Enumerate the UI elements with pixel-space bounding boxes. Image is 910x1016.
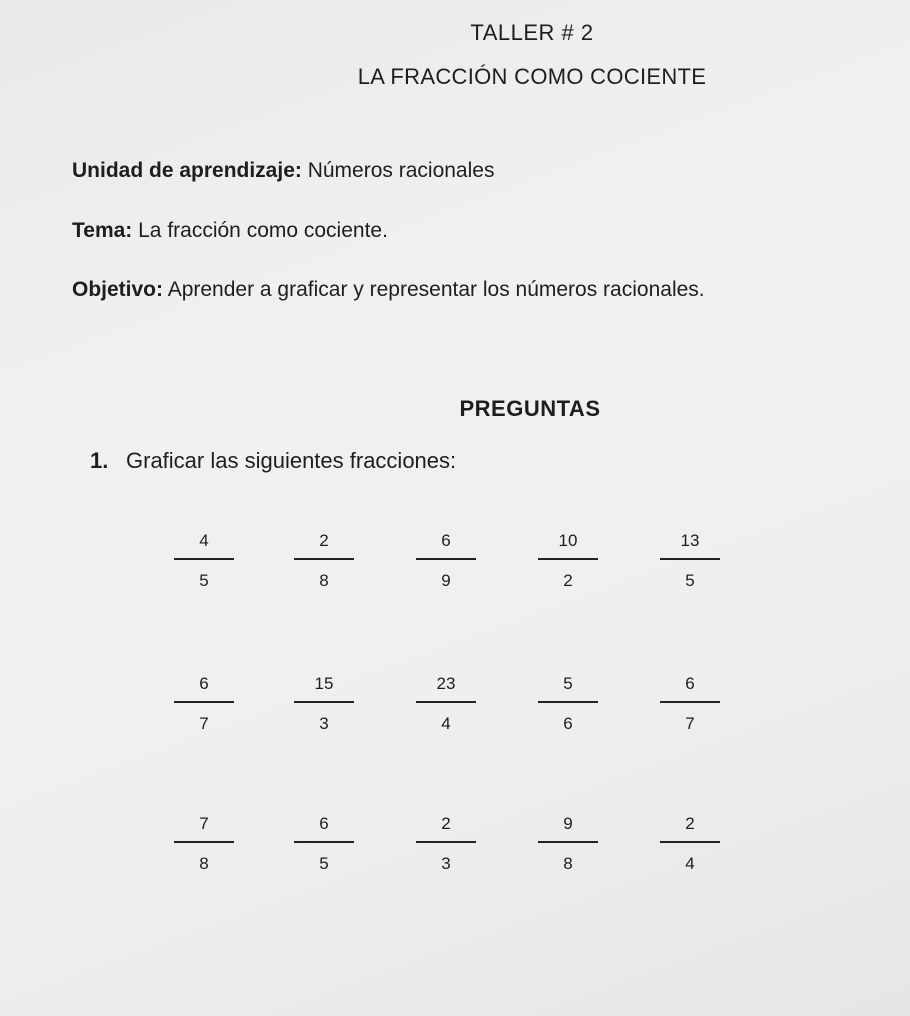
fraction-denominator: 8 xyxy=(199,854,209,873)
fraction-denominator: 3 xyxy=(441,854,451,873)
objective-value: Aprender a graficar y representar los números racionales. xyxy=(163,278,705,301)
fraction-denominator: 5 xyxy=(685,571,695,590)
fraction-bar xyxy=(174,841,234,843)
fraction-numerator: 9 xyxy=(563,814,573,833)
fraction-denominator: 9 xyxy=(441,571,451,590)
fraction xyxy=(536,673,600,735)
fraction-denominator: 7 xyxy=(199,714,209,733)
fraction-denominator: 3 xyxy=(319,714,329,733)
fraction-numerator: 2 xyxy=(319,531,329,550)
fraction-numerator: 6 xyxy=(685,674,695,693)
fraction xyxy=(536,530,600,592)
topic-line xyxy=(72,219,388,243)
fraction-denominator: 6 xyxy=(563,714,573,733)
fraction-bar xyxy=(294,701,354,703)
fraction-numerator: 15 xyxy=(314,674,334,693)
question-number: 1. xyxy=(90,448,109,473)
fraction-bar xyxy=(416,701,476,703)
topic-label: Tema: xyxy=(72,219,133,242)
fraction xyxy=(172,813,236,875)
fraction-bar xyxy=(416,558,476,560)
fraction xyxy=(658,673,722,735)
fraction xyxy=(172,530,236,592)
fraction-numerator: 2 xyxy=(441,814,451,833)
fraction xyxy=(414,530,478,592)
fraction xyxy=(658,813,722,875)
learning-unit-label: Unidad de aprendizaje: xyxy=(72,159,302,182)
fraction-bar xyxy=(174,701,234,703)
objective-label: Objetivo: xyxy=(72,278,164,301)
worksheet-title: TALLER # 2 xyxy=(470,20,594,45)
fraction xyxy=(414,673,478,735)
fraction-denominator: 5 xyxy=(199,571,209,590)
fraction xyxy=(658,530,722,592)
objective-line xyxy=(72,278,705,302)
fraction-bar xyxy=(660,701,720,703)
fraction xyxy=(536,813,600,875)
fraction-bar xyxy=(174,558,234,560)
fraction-denominator: 7 xyxy=(685,714,695,733)
fraction xyxy=(292,813,356,875)
fraction-bar xyxy=(660,558,720,560)
question-text: Graficar las siguientes fracciones: xyxy=(126,448,457,473)
fraction-bar xyxy=(538,841,598,843)
fraction-numerator: 6 xyxy=(441,531,451,550)
fraction-numerator: 2 xyxy=(685,814,695,833)
fraction-bar xyxy=(660,841,720,843)
fraction-denominator: 4 xyxy=(441,714,451,733)
fraction-bar xyxy=(538,558,598,560)
learning-unit-value: Números racionales xyxy=(301,159,495,182)
question-1 xyxy=(90,448,456,474)
fraction-denominator: 4 xyxy=(685,854,695,873)
learning-unit-line xyxy=(72,159,494,183)
fraction-numerator: 23 xyxy=(436,674,456,693)
fraction-denominator: 5 xyxy=(319,854,329,873)
fraction-numerator: 4 xyxy=(199,531,209,550)
fraction-bar xyxy=(416,841,476,843)
fraction-numerator: 7 xyxy=(199,814,209,833)
fraction-numerator: 10 xyxy=(558,531,578,550)
fraction-numerator: 6 xyxy=(199,674,209,693)
fraction-numerator: 13 xyxy=(680,531,700,550)
fraction-denominator: 8 xyxy=(563,854,573,873)
fraction-bar xyxy=(294,841,354,843)
fraction xyxy=(292,673,356,735)
questions-heading: PREGUNTAS xyxy=(459,396,601,421)
fraction xyxy=(414,813,478,875)
fraction xyxy=(172,673,236,735)
fraction-numerator: 6 xyxy=(319,814,329,833)
fraction-denominator: 2 xyxy=(563,571,573,590)
fraction-bar xyxy=(538,701,598,703)
worksheet-subtitle: LA FRACCIÓN COMO COCIENTE xyxy=(357,64,707,89)
topic-value: La fracción como cociente. xyxy=(132,219,388,242)
fraction-numerator: 5 xyxy=(563,674,573,693)
fraction-denominator: 8 xyxy=(319,571,329,590)
fraction-bar xyxy=(294,558,354,560)
fraction xyxy=(292,530,356,592)
